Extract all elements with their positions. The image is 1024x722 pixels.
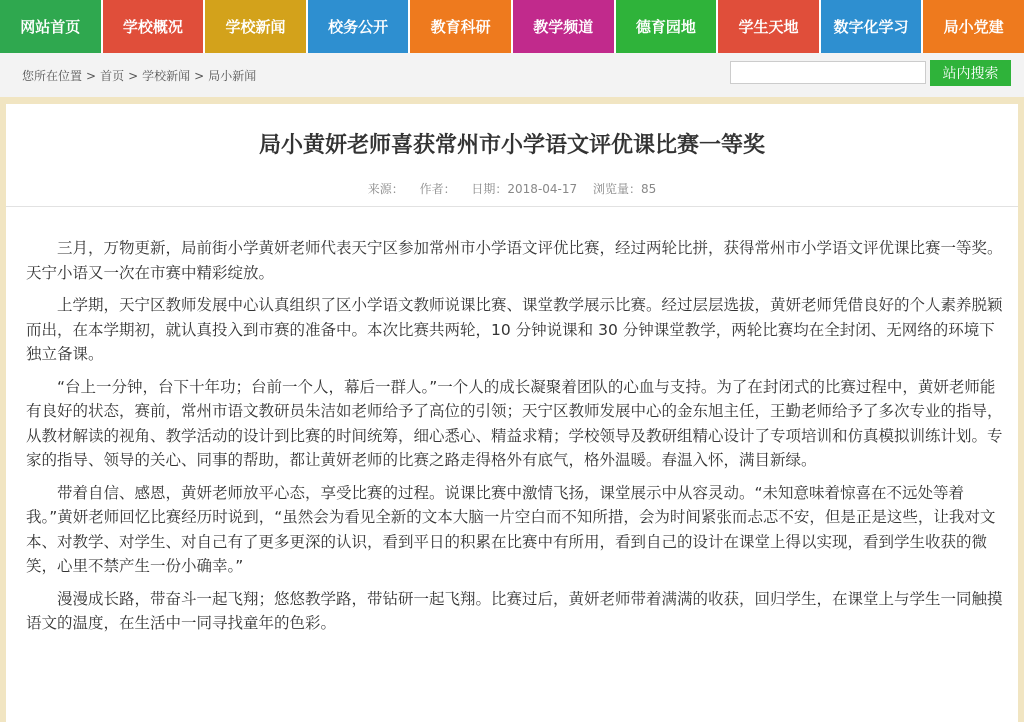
- location-bar: [0, 53, 1024, 103]
- article-paragraph: 上学期，天宁区教师发展中心认真组织了区小学语文教师说课比赛、课堂教学展示比赛。经过层层选拔，黄妍老师凭借良好的个人素养脱颖而出，在本学期初，就认真投入到市赛的准备中。本次比赛共两轮，10 分钟说课和 30 分钟课堂教学，两轮比赛均在全封闭、无网络的环境下独立备课。: [26, 296, 1003, 363]
- nav-item-digital[interactable]: 数字化学习: [821, 0, 924, 53]
- nav-item-news[interactable]: 学校新闻: [205, 0, 308, 53]
- article-paragraph: 带着自信、感恩，黄妍老师放平心态，享受比赛的过程。说课比赛中激情飞扬，课堂展示中从容灵动。“未知意味着惊喜在不远处等着我。”黄妍老师回忆比赛经历时说到，“虽然会为看见全新的文本大脑一片空白而不知所措，会为时间紧张而忐忑不安，但是正是这些，让我对文本、对教学、对学生、对自己有了更多更深的认识，看到平日的积累在比赛中有所用，看到自己的设计在课堂上得以实现，看到学生收获的微笑，心里不禁产生一份小确幸。”: [26, 483, 996, 575]
- breadcrumb-news-link[interactable]: 学校新闻: [142, 69, 191, 83]
- breadcrumb-separator: >: [194, 69, 205, 83]
- title-divider: [6, 206, 1018, 207]
- nav-item-teaching[interactable]: 教学频道: [513, 0, 616, 53]
- nav-item-affairs[interactable]: 校务公开: [308, 0, 411, 53]
- search-button[interactable]: 站内搜索: [930, 60, 1011, 86]
- breadcrumb-prefix: 您所在位置: [22, 69, 83, 83]
- article-title: 局小黄妍老师喜获常州市小学语文评优课比赛一等奖: [258, 133, 765, 158]
- article-paragraph: “台上一分钟，台下十年功；台前一个人，幕后一群人。”一个人的成长凝聚着团队的心血与支持。为了在封闭式的比赛过程中，黄妍老师能有良好的状态，赛前，常州市语文教研员朱洁如老师给予了高位的引领；天宁区教师发展中心的金东旭主任，王勤老师给予了多次专业的指导，从教材解读的视角、教学活动的设计到比赛的时间统筹，细心悉心、精益求精；学校领导及教研组精心设计了专项培训和仿真模拟训练计划。专家的指导、领导的关心、同事的帮助，都让黄妍老师的比赛之路走得格外有底气，格外温暖。春温入怀，满目新绿。: [26, 377, 1003, 469]
- nav-item-research[interactable]: 教育科研: [410, 0, 513, 53]
- breadcrumb-separator: >: [86, 69, 97, 83]
- search-input[interactable]: [730, 61, 926, 84]
- nav-item-moral[interactable]: 德育园地: [616, 0, 719, 53]
- meta-author: 作者：: [419, 182, 456, 196]
- nav-item-students[interactable]: 学生天地: [718, 0, 821, 53]
- meta-source: 来源：: [367, 182, 404, 196]
- nav-item-home[interactable]: 网站首页: [0, 0, 103, 53]
- main-nav: [0, 0, 1024, 53]
- breadcrumb-home-link[interactable]: 首页: [100, 69, 125, 83]
- article-body: [26, 236, 1008, 644]
- article-meta: [6, 180, 1018, 197]
- article-container: [6, 104, 1018, 722]
- meta-date: 日期：2018-04-17: [471, 182, 578, 196]
- article-paragraph: 三月，万物更新，局前街小学黄妍老师代表天宁区参加常州市小学语文评优比赛，经过两轮比拼，获得常州市小学语文评优课比赛一等奖。天宁小语又一次在市赛中精彩绽放。: [26, 239, 1003, 282]
- nav-item-about[interactable]: 学校概况: [103, 0, 206, 53]
- breadcrumb-current[interactable]: 局小新闻: [208, 69, 257, 83]
- nav-item-party[interactable]: 局小党建: [923, 0, 1024, 53]
- breadcrumb-separator: >: [128, 69, 139, 83]
- article-paragraph: 漫漫成长路，带奋斗一起飞翔；悠悠教学路，带钻研一起飞翔。比赛过后，黄妍老师带着满满的收获，回归学生，在课堂上与学生一同触摸语文的温度，在生活中一同寻找童年的色彩。: [26, 589, 1003, 632]
- breadcrumb: [22, 67, 256, 84]
- meta-views: 浏览量：85: [592, 182, 657, 196]
